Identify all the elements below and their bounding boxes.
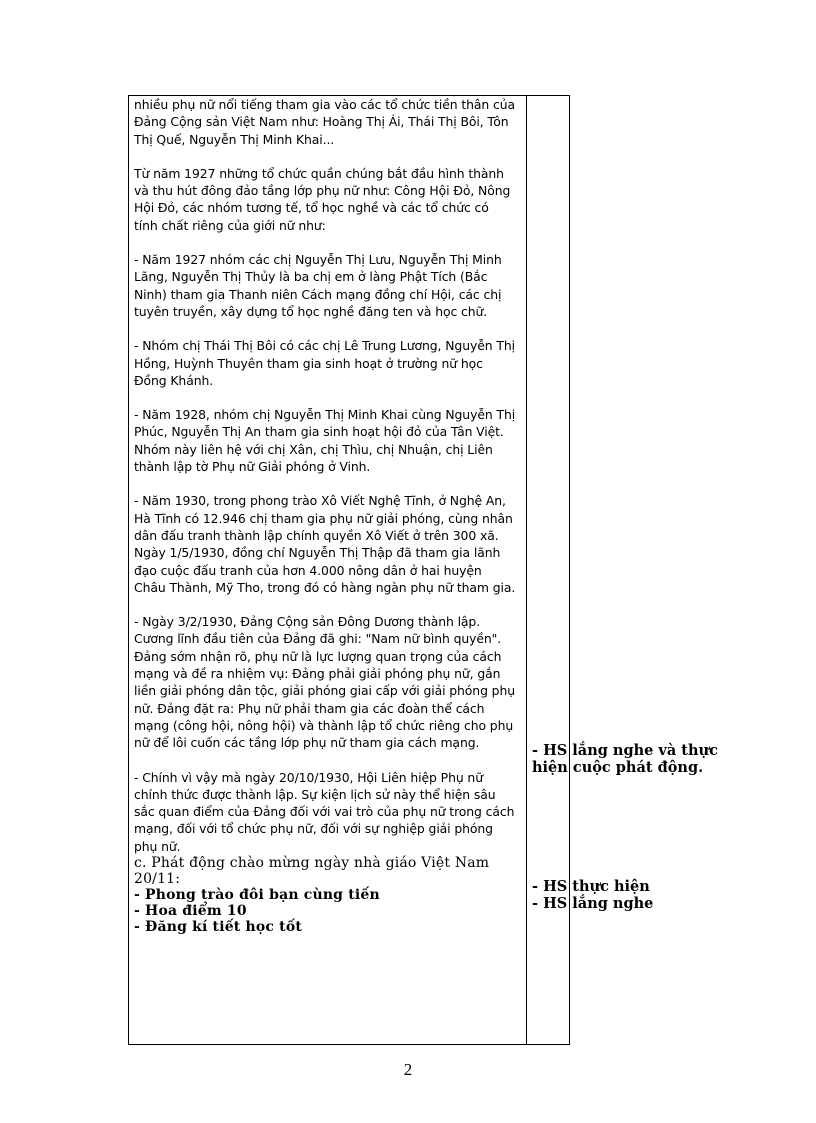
column-divider (526, 95, 527, 1045)
paragraph-women-union: - Chính vì vậy mà ngày 20/10/1930, Hội Liên hiệp Phụ nữ chính thức được thành lập. Sự kiện lịch sử này thể hiện sâu sắc quan điểm của Đảng đối với vai trò của phụ nữ trong cách mạng, đối với tổ chức phụ nữ, đối với sự nghiệp giải phóng phụ nữ. (134, 769, 515, 854)
section-c (134, 855, 516, 935)
student-note-listen-2: - HS lắng nghe (532, 895, 654, 912)
student-note-listen: - HS lắng nghe và thực hiện cuộc phát động. (532, 742, 718, 776)
section-item: - Đăng kí tiết học tốt (134, 918, 302, 935)
paragraph-1928: - Năm 1928, nhóm chị Nguyễn Thị Minh Khai cùng Nguyễn Thị Phúc, Nguyễn Thị An tham gia sinh hoạt hội đỏ của Tân Việt. Nhóm này liên hệ với chị Xân, chị Thìu, chị Nhuận, chị Liên thành lập tờ Phụ nữ Giải phóng ở Vinh. (134, 407, 516, 475)
paragraph-1927-organizations: Từ năm 1927 những tổ chức quần chúng bắt đầu hình thành và thu hút đông đảo tầng lớp phụ nữ như: Công Hội Đỏ, Nông Hội Đỏ, các nhóm tương tế, tổ học nghề và các tổ chức có tính chất riêng của giới nữ như: (134, 165, 511, 233)
paragraph-1930-xo-viet: - Năm 1930, trong phong trào Xô Viết Nghệ Tĩnh, ở Nghệ An, Hà Tĩnh có 12.946 chị tham gia phụ nữ giải phóng, cùng nhân dân đấu tranh thành lập chính quyền Xô Viết ở trên 300 xã. Ngày 1/5/1930, đồng chí Nguyễn Thị Thập đã tham gia lãnh đạo cuộc đấu tranh của hơn 4.000 nông dân ở hai huyện Châu Thành, Mỹ Tho, trong đó có hàng ngàn phụ nữ tham gia. (134, 493, 516, 595)
section-heading: c. Phát động chào mừng ngày nhà giáo Việt Nam 20/11: (134, 854, 490, 887)
section-item: - Phong trào đôi bạn cùng tiến (134, 886, 380, 903)
student-note-do: - HS thực hiện (532, 878, 650, 895)
paragraph-intro: nhiều phụ nữ nổi tiếng tham gia vào các tổ chức tiền thân của Đảng Cộng sản Việt Nam như: Hoàng Thị Ái, Thái Thị Bôi, Tôn Thị Quế, Nguyễn Thị Minh Khai... (134, 97, 516, 147)
teacher-activity-column (134, 96, 516, 935)
section-item: - Hoa điểm 10 (134, 902, 247, 919)
page-number: 2 (403, 1060, 413, 1079)
paragraph-thai-thi-boi: - Nhóm chị Thái Thị Bôi có các chị Lê Trung Lương, Nguyễn Thị Hồng, Huỳnh Thuyên tham gia sinh hoạt ở trường nữ học Đồng Khánh. (134, 338, 515, 388)
paragraph-1927-group: - Năm 1927 nhóm các chị Nguyễn Thị Lưu, Nguyễn Thị Minh Lãng, Nguyễn Thị Thủy là ba chị em ở làng Phật Tích (Bắc Ninh) tham gia Thanh niên Cách mạng đồng chí Hội, các chị tuyên truyền, xây dựng tổ học nghề đăng ten và học chữ. (134, 252, 502, 319)
paragraph-party-founding: - Ngày 3/2/1930, Đảng Cộng sản Đông Dương thành lập. Cương lĩnh đầu tiên của Đảng đã ghi: "Nam nữ bình quyền". Đảng sớm nhận rõ, phụ nữ là lực lượng quan trọng của cách mạng và đề ra nhiệm vụ: Đảng phải giải phóng phụ nữ, gắn liền giải phóng dân tộc, giải phóng giai cấp với giải phóng phụ nữ. Đảng đặt ra: Phụ nữ phải tham gia các đoàn thể cách mạng (công hội, nông hội) và thành lập tổ chức riêng cho phụ nữ để lôi cuốn các tầng lớp phụ nữ tham gia cách mạng. (134, 614, 515, 751)
